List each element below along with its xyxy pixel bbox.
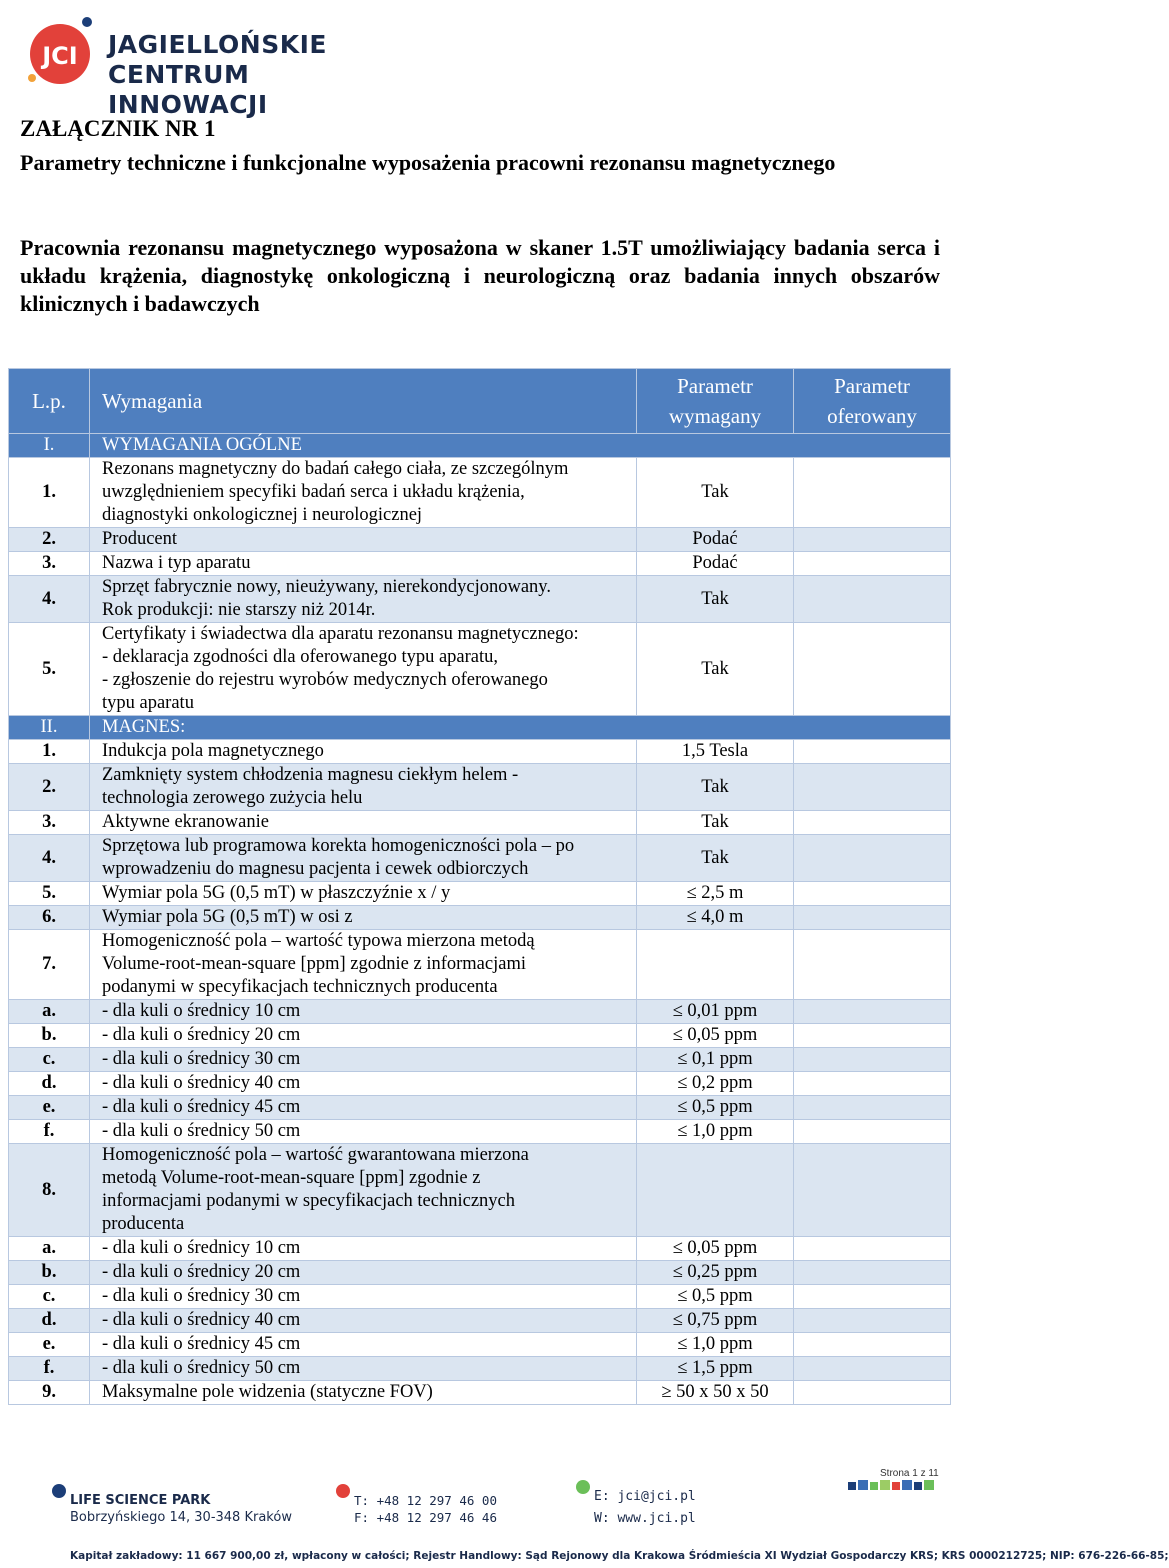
row-number: f. bbox=[9, 1357, 90, 1381]
row-number: 3. bbox=[9, 811, 90, 835]
table-row bbox=[9, 1000, 951, 1024]
required-value: ≥ 50 x 50 x 50 bbox=[637, 1381, 794, 1405]
row-number: 4. bbox=[9, 835, 90, 882]
intro-paragraph: Pracownia rezonansu magnetycznego wyposażona w skaner 1.5T umożliwiający badania serca i układu krążenia, diagnostykę onkologiczną i neurologiczną oraz badania innych obszarów klinicznych i badawczych bbox=[20, 235, 940, 316]
table-row bbox=[9, 1096, 951, 1120]
row-requirement bbox=[90, 740, 637, 764]
requirement-line: producenta bbox=[102, 1214, 185, 1234]
offered-value-cell[interactable] bbox=[794, 740, 951, 764]
decorative-squares-icon bbox=[848, 1478, 942, 1492]
table-row bbox=[9, 1333, 951, 1357]
row-requirement bbox=[90, 458, 637, 528]
document-title: ZAŁĄCZNIK NR 1 bbox=[20, 116, 216, 141]
header-required-line2: wymagany bbox=[668, 404, 762, 428]
row-requirement bbox=[90, 1333, 637, 1357]
table-row bbox=[9, 1357, 951, 1381]
table-row bbox=[9, 1024, 951, 1048]
row-requirement bbox=[90, 1000, 637, 1024]
row-number: c. bbox=[9, 1285, 90, 1309]
offered-value-cell[interactable] bbox=[794, 1357, 951, 1381]
offered-value-cell[interactable] bbox=[794, 458, 951, 528]
offered-value-cell[interactable] bbox=[794, 1285, 951, 1309]
contact-dot-icon bbox=[576, 1480, 590, 1494]
row-requirement bbox=[90, 1309, 637, 1333]
row-number: 1. bbox=[9, 458, 90, 528]
requirement-line: Volume-root-mean-square [ppm] zgodnie z informacjami bbox=[102, 954, 526, 974]
row-number: 4. bbox=[9, 576, 90, 623]
requirement-line: - zgłoszenie do rejestru wyrobów medycznych oferowanego bbox=[102, 670, 548, 690]
required-value: Podać bbox=[637, 552, 794, 576]
required-value: ≤ 0,1 ppm bbox=[637, 1048, 794, 1072]
requirement-line: Indukcja pola magnetycznego bbox=[102, 741, 324, 761]
lsp-title: LIFE SCIENCE PARK bbox=[70, 1493, 211, 1508]
requirement-line: typu aparatu bbox=[102, 693, 194, 713]
table-row bbox=[9, 1237, 951, 1261]
offered-value-cell[interactable] bbox=[794, 1333, 951, 1357]
requirement-line: Zamknięty system chłodzenia magnesu ciekłym helem - bbox=[102, 765, 519, 785]
requirement-line: - dla kuli o średnicy 30 cm bbox=[102, 1049, 301, 1069]
table-row bbox=[9, 528, 951, 552]
row-number: f. bbox=[9, 1120, 90, 1144]
required-value: ≤ 0,05 ppm bbox=[637, 1237, 794, 1261]
requirement-line: - dla kuli o średnicy 45 cm bbox=[102, 1097, 301, 1117]
row-requirement bbox=[90, 906, 637, 930]
row-requirement bbox=[90, 1144, 637, 1237]
table-row bbox=[9, 552, 951, 576]
requirement-line: Nazwa i typ aparatu bbox=[102, 553, 251, 573]
offered-value-cell[interactable] bbox=[794, 1120, 951, 1144]
header-offered-line1: Parametr bbox=[834, 374, 910, 398]
requirement-line: Producent bbox=[102, 529, 178, 549]
footer-contact bbox=[594, 1486, 696, 1530]
table-header-row bbox=[9, 369, 951, 434]
lsp-dot-icon bbox=[52, 1484, 66, 1498]
requirement-line: - dla kuli o średnicy 10 cm bbox=[102, 1001, 301, 1021]
row-requirement bbox=[90, 811, 637, 835]
row-number: 9. bbox=[9, 1381, 90, 1405]
required-value: ≤ 2,5 m bbox=[637, 882, 794, 906]
header-requirements: Wymagania bbox=[90, 369, 637, 434]
header-offered-param bbox=[794, 369, 951, 434]
fax-number: F: +48 12 297 46 46 bbox=[354, 1510, 497, 1525]
offered-value-cell[interactable] bbox=[794, 906, 951, 930]
section-title: WYMAGANIA OGÓLNE bbox=[90, 434, 951, 458]
row-number: a. bbox=[9, 1237, 90, 1261]
requirement-line: - dla kuli o średnicy 50 cm bbox=[102, 1121, 301, 1141]
page-number: Strona 1 z 11 bbox=[880, 1468, 939, 1479]
table-row bbox=[9, 1309, 951, 1333]
table-row bbox=[9, 835, 951, 882]
row-number: e. bbox=[9, 1096, 90, 1120]
table-row bbox=[9, 623, 951, 716]
logo-line2: CENTRUM INNOWACJI bbox=[108, 60, 268, 119]
section-number: II. bbox=[9, 716, 90, 740]
row-requirement bbox=[90, 1120, 637, 1144]
required-value: Podać bbox=[637, 528, 794, 552]
required-value: ≤ 0,5 ppm bbox=[637, 1096, 794, 1120]
header-lp: L.p. bbox=[9, 369, 90, 434]
required-value: ≤ 1,0 ppm bbox=[637, 1333, 794, 1357]
row-requirement bbox=[90, 1096, 637, 1120]
offered-value-cell[interactable] bbox=[794, 623, 951, 716]
section-row bbox=[9, 434, 951, 458]
page-footer bbox=[0, 1462, 1169, 1568]
offered-value-cell[interactable] bbox=[794, 1381, 951, 1405]
logo-wordmark bbox=[108, 30, 356, 120]
required-value: ≤ 4,0 m bbox=[637, 906, 794, 930]
requirement-line: podanymi w specyfikacjach technicznych producenta bbox=[102, 977, 498, 997]
row-number: d. bbox=[9, 1072, 90, 1096]
offered-value-cell[interactable] bbox=[794, 1261, 951, 1285]
offered-value-cell[interactable] bbox=[794, 1048, 951, 1072]
offered-value-cell[interactable] bbox=[794, 1309, 951, 1333]
offered-value-cell[interactable] bbox=[794, 1096, 951, 1120]
requirement-line: technologia zerowego zużycia helu bbox=[102, 788, 363, 808]
required-value: ≤ 0,25 ppm bbox=[637, 1261, 794, 1285]
requirement-line: Aktywne ekranowanie bbox=[102, 812, 269, 832]
requirement-line: - dla kuli o średnicy 20 cm bbox=[102, 1262, 301, 1282]
table-row bbox=[9, 1381, 951, 1405]
requirement-line: - dla kuli o średnicy 20 cm bbox=[102, 1025, 301, 1045]
section-title: MAGNES: bbox=[90, 716, 951, 740]
required-value: ≤ 1,0 ppm bbox=[637, 1120, 794, 1144]
table-row bbox=[9, 740, 951, 764]
header-offered-line2: oferowany bbox=[827, 404, 917, 428]
requirement-line: Certyfikaty i świadectwa dla aparatu rezonansu magnetycznego: bbox=[102, 624, 579, 644]
row-number: a. bbox=[9, 1000, 90, 1024]
required-value: Tak bbox=[637, 811, 794, 835]
requirement-line: Homogeniczność pola – wartość gwarantowana mierzona bbox=[102, 1145, 529, 1165]
offered-value-cell[interactable] bbox=[794, 882, 951, 906]
footer-phones bbox=[354, 1492, 497, 1526]
table-row bbox=[9, 1285, 951, 1309]
row-number: 2. bbox=[9, 528, 90, 552]
row-requirement bbox=[90, 576, 637, 623]
offered-value-cell[interactable] bbox=[794, 1024, 951, 1048]
required-value: Tak bbox=[637, 623, 794, 716]
lsp-address: Bobrzyńskiego 14, 30-348 Kraków bbox=[70, 1510, 292, 1525]
row-number: d. bbox=[9, 1309, 90, 1333]
requirement-line: - dla kuli o średnicy 40 cm bbox=[102, 1310, 301, 1330]
required-value bbox=[637, 1144, 794, 1237]
requirement-line: - deklaracja zgodności dla oferowanego typu aparatu, bbox=[102, 647, 499, 667]
required-value bbox=[637, 930, 794, 1000]
required-value: Tak bbox=[637, 576, 794, 623]
requirement-line: uwzględnieniem specyfiki badań serca i układu krążenia, bbox=[102, 482, 525, 502]
phone-number: T: +48 12 297 46 00 bbox=[354, 1493, 497, 1508]
required-value: 1,5 Tesla bbox=[637, 740, 794, 764]
jci-logo bbox=[16, 8, 356, 119]
email-link[interactable]: E: jci@jci.pl bbox=[594, 1489, 696, 1504]
requirement-line: Wymiar pola 5G (0,5 mT) w osi z bbox=[102, 907, 353, 927]
row-requirement bbox=[90, 1048, 637, 1072]
offered-value-cell[interactable] bbox=[794, 1072, 951, 1096]
row-requirement bbox=[90, 1381, 637, 1405]
required-value: Tak bbox=[637, 764, 794, 811]
table-row bbox=[9, 1261, 951, 1285]
jci-logo-mark-icon bbox=[24, 14, 96, 86]
offered-value-cell[interactable] bbox=[794, 930, 951, 1000]
table-row bbox=[9, 576, 951, 623]
document-subtitle: Parametry techniczne i funkcjonalne wyposażenia pracowni rezonansu magnetycznego bbox=[20, 150, 836, 175]
row-requirement bbox=[90, 930, 637, 1000]
row-number: 8. bbox=[9, 1144, 90, 1237]
offered-value-cell[interactable] bbox=[794, 552, 951, 576]
row-number: 6. bbox=[9, 906, 90, 930]
required-value: ≤ 0,05 ppm bbox=[637, 1024, 794, 1048]
table-row bbox=[9, 1048, 951, 1072]
table-row bbox=[9, 764, 951, 811]
footer-lsp bbox=[70, 1492, 292, 1526]
offered-value-cell[interactable] bbox=[794, 1000, 951, 1024]
requirement-line: Homogeniczność pola – wartość typowa mierzona metodą bbox=[102, 931, 535, 951]
row-requirement bbox=[90, 882, 637, 906]
row-number: e. bbox=[9, 1333, 90, 1357]
row-requirement bbox=[90, 623, 637, 716]
table-row bbox=[9, 811, 951, 835]
header-required-param bbox=[637, 369, 794, 434]
requirement-line: - dla kuli o średnicy 45 cm bbox=[102, 1334, 301, 1354]
row-number: 7. bbox=[9, 930, 90, 1000]
required-value: Tak bbox=[637, 835, 794, 882]
table-row bbox=[9, 458, 951, 528]
offered-value-cell[interactable] bbox=[794, 576, 951, 623]
row-requirement bbox=[90, 528, 637, 552]
offered-value-cell[interactable] bbox=[794, 528, 951, 552]
offered-value-cell[interactable] bbox=[794, 835, 951, 882]
requirement-line: Sprzęt fabrycznie nowy, nieużywany, nierekondycjonowany. bbox=[102, 577, 551, 597]
table-row bbox=[9, 882, 951, 906]
required-value: Tak bbox=[637, 458, 794, 528]
row-number: 2. bbox=[9, 764, 90, 811]
legal-notice: Kapitał zakładowy: 11 667 900,00 zł, wpłacony w całości; Rejestr Handlowy: Sąd Rejonowy dla Krakowa Śródmieścia XI Wydział Gospodarczy KRS; KRS 0000212725; NIP: 676-226-66-85; bbox=[70, 1550, 1169, 1562]
section-number: I. bbox=[9, 434, 90, 458]
row-number: 5. bbox=[9, 623, 90, 716]
requirement-line: Rezonans magnetyczny do badań całego ciała, ze szczególnym bbox=[102, 459, 569, 479]
offered-value-cell[interactable] bbox=[794, 811, 951, 835]
required-value: ≤ 0,5 ppm bbox=[637, 1285, 794, 1309]
row-requirement bbox=[90, 764, 637, 811]
row-requirement bbox=[90, 552, 637, 576]
row-number: 1. bbox=[9, 740, 90, 764]
required-value: ≤ 0,2 ppm bbox=[637, 1072, 794, 1096]
table-row bbox=[9, 906, 951, 930]
requirement-line: diagnostyki onkologicznej i neurologicznej bbox=[102, 505, 423, 525]
required-value: ≤ 0,01 ppm bbox=[637, 1000, 794, 1024]
row-requirement bbox=[90, 1261, 637, 1285]
table-row bbox=[9, 1072, 951, 1096]
row-requirement bbox=[90, 1024, 637, 1048]
logo-line1: JAGIELLOŃSKIE bbox=[108, 30, 327, 59]
requirement-line: Rok produkcji: nie starszy niż 2014r. bbox=[102, 600, 376, 620]
requirement-line: - dla kuli o średnicy 40 cm bbox=[102, 1073, 301, 1093]
offered-value-cell[interactable] bbox=[794, 764, 951, 811]
requirement-line: Wymiar pola 5G (0,5 mT) w płaszczyźnie x / y bbox=[102, 883, 451, 903]
offered-value-cell[interactable] bbox=[794, 1237, 951, 1261]
row-requirement bbox=[90, 1072, 637, 1096]
requirement-line: - dla kuli o średnicy 50 cm bbox=[102, 1358, 301, 1378]
requirement-line: metodą Volume-root-mean-square [ppm] zgodnie z bbox=[102, 1168, 481, 1188]
phone-dot-icon bbox=[336, 1484, 350, 1498]
row-number: b. bbox=[9, 1261, 90, 1285]
required-value: ≤ 0,75 ppm bbox=[637, 1309, 794, 1333]
requirements-table bbox=[8, 368, 951, 1405]
row-number: c. bbox=[9, 1048, 90, 1072]
row-number: 3. bbox=[9, 552, 90, 576]
section-row bbox=[9, 716, 951, 740]
table-body bbox=[9, 434, 951, 1405]
offered-value-cell[interactable] bbox=[794, 1144, 951, 1237]
website-link[interactable]: W: www.jci.pl bbox=[594, 1511, 696, 1526]
requirement-line: - dla kuli o średnicy 30 cm bbox=[102, 1286, 301, 1306]
row-requirement bbox=[90, 1237, 637, 1261]
logo-mark-text: JCI bbox=[42, 42, 78, 70]
requirement-line: - dla kuli o średnicy 10 cm bbox=[102, 1238, 301, 1258]
requirement-line: Maksymalne pole widzenia (statyczne FOV) bbox=[102, 1382, 433, 1402]
row-requirement bbox=[90, 1357, 637, 1381]
requirement-line: wprowadzeniu do magnesu pacjenta i cewek odbiorczych bbox=[102, 859, 529, 879]
requirement-line: Sprzętowa lub programowa korekta homogeniczności pola – po bbox=[102, 836, 575, 856]
table-row bbox=[9, 1120, 951, 1144]
row-number: b. bbox=[9, 1024, 90, 1048]
row-number: 5. bbox=[9, 882, 90, 906]
table-row bbox=[9, 1144, 951, 1237]
header-required-line1: Parametr bbox=[677, 374, 753, 398]
table-row bbox=[9, 930, 951, 1000]
row-requirement bbox=[90, 1285, 637, 1309]
row-requirement bbox=[90, 835, 637, 882]
requirement-line: informacjami podanymi w specyfikacjach technicznych bbox=[102, 1191, 515, 1211]
required-value: ≤ 1,5 ppm bbox=[637, 1357, 794, 1381]
